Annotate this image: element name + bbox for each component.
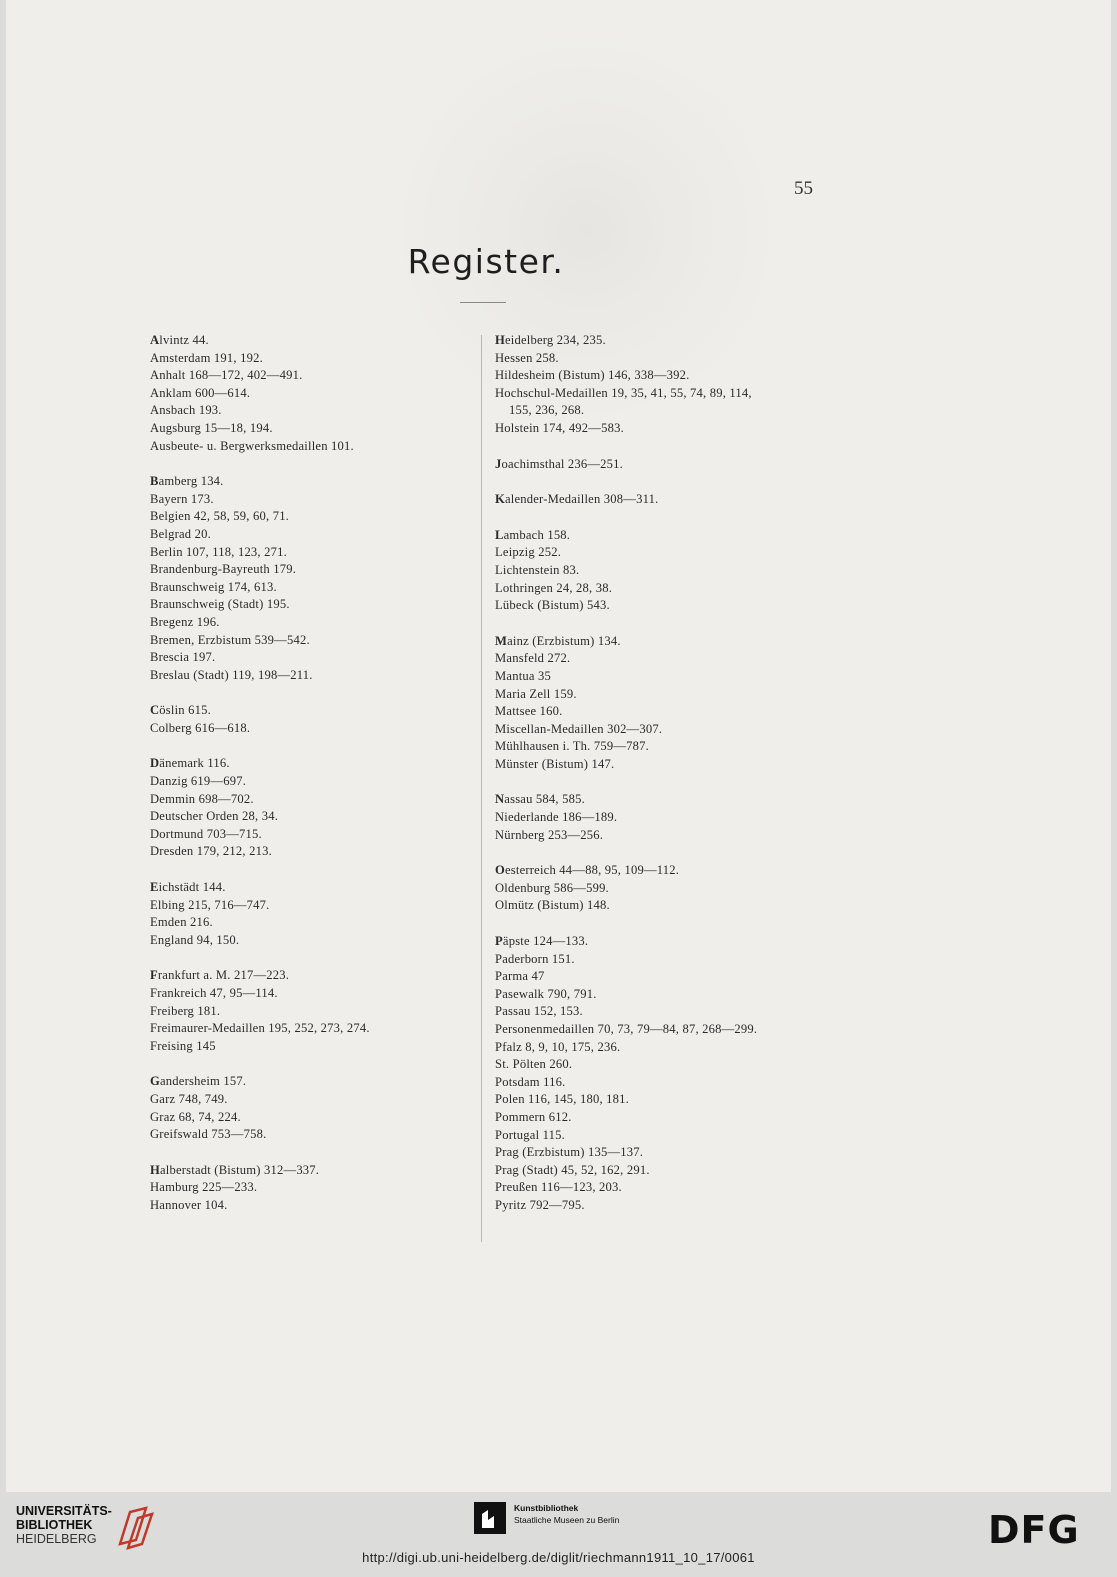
index-group: [150, 702, 470, 737]
index-entry: Lambach 158.: [495, 527, 571, 542]
index-entry: Päpste 124—133.: [495, 934, 589, 949]
index-entry: Mantua 35: [495, 668, 552, 683]
index-entry: Amsterdam 191, 192.: [150, 350, 263, 365]
index-group: [495, 332, 825, 438]
index-entry: Lübeck (Bistum) 543.: [495, 598, 610, 613]
index-entry: Prag (Erzbistum) 135—137.: [495, 1145, 644, 1160]
index-entry: Heidelberg 234, 235.: [495, 333, 606, 347]
index-entry: Münster (Bistum) 147.: [495, 756, 615, 771]
ub-heidelberg-logo[interactable]: [16, 1504, 112, 1546]
index-entry: Freising 145: [150, 1038, 216, 1053]
index-entry: Lothringen 24, 28, 38.: [495, 580, 613, 595]
index-entry: Freimaurer-Medaillen 195, 252, 273, 274.: [150, 1021, 370, 1036]
viewer-footer: [0, 1492, 1117, 1577]
scanned-page: [6, 0, 1111, 1492]
index-column-left: [150, 332, 470, 1233]
index-entry: Greifswald 753—758.: [150, 1127, 267, 1142]
index-entry: Berlin 107, 118, 123, 271.: [150, 544, 287, 559]
dfg-logo-text: DFG: [988, 1510, 1080, 1548]
index-entry: Bamberg 134.: [150, 474, 224, 489]
index-entry: Nassau 584, 585.: [495, 792, 585, 807]
index-entry: Emden 216.: [150, 915, 213, 930]
index-group: [150, 473, 470, 684]
index-entry: Augsburg 15—18, 194.: [150, 420, 273, 435]
index-entry: Bayern 173.: [150, 491, 214, 506]
index-column-right: [495, 332, 825, 1233]
index-entry: Hamburg 225—233.: [150, 1180, 258, 1195]
index-group: [495, 933, 825, 1215]
index-entry: Elbing 215, 716—747.: [150, 897, 270, 912]
ub-logo-line3: HEIDELBERG: [16, 1532, 97, 1546]
index-entry: Anhalt 168—172, 402—491.: [150, 368, 303, 383]
index-entry: Frankreich 47, 95—114.: [150, 986, 278, 1000]
index-entry: Mansfeld 272.: [495, 651, 571, 666]
index-entry: Alvintz 44.: [150, 333, 209, 347]
index-entry: Danzig 619—697.: [150, 774, 247, 789]
index-entry: Parma 47: [495, 969, 545, 984]
index-group: [495, 491, 825, 509]
index-group: [150, 879, 470, 949]
index-entry: Paderborn 151.: [495, 951, 575, 966]
index-entry: Hochschul-Medaillen 19, 35, 41, 55, 74, 89, 114,: [495, 385, 752, 400]
index-entry: Anklam 600—614.: [150, 385, 251, 400]
index-entry: Freiberg 181.: [150, 1003, 221, 1018]
index-entry: Ansbach 193.: [150, 403, 222, 418]
column-divider: [481, 335, 482, 1242]
index-entry: Mainz (Erzbistum) 134.: [495, 633, 621, 648]
index-group: [495, 633, 825, 774]
index-entry: Dänemark 116.: [150, 756, 230, 771]
page-title: Register.: [407, 242, 565, 281]
title-rule: [460, 302, 506, 303]
index-entry: Brescia 197.: [150, 650, 216, 665]
page-number: 55: [794, 178, 813, 199]
ub-logo-line2: BIBLIOTHEK: [16, 1518, 93, 1532]
index-entry: Pommern 612.: [495, 1109, 572, 1124]
index-entry: Cöslin 615.: [150, 703, 211, 718]
index-entry: Hildesheim (Bistum) 146, 338—392.: [495, 368, 690, 383]
index-entry: Potsdam 116.: [495, 1074, 566, 1089]
index-entry: Dortmund 703—715.: [150, 826, 262, 841]
index-entry: Miscellan-Medaillen 302—307.: [495, 721, 663, 736]
index-entry: Kalender-Medaillen 308—311.: [495, 492, 659, 507]
ub-logo-line1: UNIVERSITÄTS-: [16, 1504, 112, 1518]
kunstbibliothek-logo[interactable]: [474, 1502, 620, 1539]
index-entry: Portugal 115.: [495, 1127, 566, 1142]
index-entry: Garz 748, 749.: [150, 1091, 228, 1106]
index-entry: Leipzig 252.: [495, 545, 562, 560]
index-entry: Ausbeute- u. Bergwerksmedaillen 101.: [150, 438, 354, 453]
index-entry: Mattsee 160.: [495, 704, 563, 719]
kunstbibliothek-subtitle: Staatliche Museen zu Berlin: [514, 1515, 620, 1525]
index-entry: Pfalz 8, 9, 10, 175, 236.: [495, 1039, 621, 1054]
index-group: [150, 1073, 470, 1143]
index-group: [495, 862, 825, 915]
index-group: [150, 332, 470, 455]
index-entry: Lichtenstein 83.: [495, 562, 580, 577]
index-entry: Frankfurt a. M. 217—223.: [150, 968, 290, 983]
dfg-logo-mark: [988, 1510, 1096, 1548]
index-entry: Niederlande 186—189.: [495, 810, 618, 825]
index-entry: Mühlhausen i. Th. 759—787.: [495, 739, 649, 754]
index-entry: 155, 236, 268.: [509, 403, 585, 418]
index-entry: Personenmedaillen 70, 73, 79—84, 87, 268—299.: [495, 1022, 758, 1036]
index-entry: Brandenburg-Bayreuth 179.: [150, 562, 297, 577]
index-entry: Olmütz (Bistum) 148.: [495, 898, 610, 913]
index-entry: Braunschweig (Stadt) 195.: [150, 597, 290, 612]
index-entry: Pyritz 792—795.: [495, 1197, 585, 1212]
index-entry: Bregenz 196.: [150, 614, 220, 629]
dfg-logo[interactable]: [988, 1510, 1096, 1553]
index-entry: Dresden 179, 212, 213.: [150, 844, 272, 859]
index-entry: Hannover 104.: [150, 1197, 228, 1212]
index-entry: Deutscher Orden 28, 34.: [150, 809, 279, 824]
kunstbibliothek-name: Kunstbibliothek: [514, 1503, 579, 1513]
index-entry: Demmin 698—702.: [150, 791, 254, 806]
index-entry: Braunschweig 174, 613.: [150, 579, 277, 594]
index-entry: Bremen, Erzbistum 539—542.: [150, 632, 310, 647]
index-entry: Colberg 616—618.: [150, 720, 251, 735]
index-group: [150, 967, 470, 1055]
index-entry: Graz 68, 74, 224.: [150, 1109, 241, 1124]
index-group: [150, 755, 470, 861]
index-entry: Belgien 42, 58, 59, 60, 71.: [150, 509, 290, 524]
index-group: [150, 1162, 470, 1215]
index-entry: Maria Zell 159.: [495, 686, 577, 701]
index-entry: Oesterreich 44—88, 95, 109—112.: [495, 863, 680, 878]
index-entry: St. Pölten 260.: [495, 1057, 573, 1072]
index-entry: Passau 152, 153.: [495, 1004, 583, 1019]
ub-emblem-icon: [116, 1504, 156, 1552]
index-entry: Belgrad 20.: [150, 526, 211, 541]
index-group: [495, 791, 825, 844]
permalink-url[interactable]: http://digi.ub.uni-heidelberg.de/diglit/riechmann1911_10_17/0061: [362, 1550, 755, 1565]
index-group: [495, 456, 825, 474]
index-entry: Pasewalk 790, 791.: [495, 986, 597, 1001]
index-entry: Oldenburg 586—599.: [495, 880, 609, 895]
index-entry: Preußen 116—123, 203.: [495, 1180, 622, 1195]
index-entry: Joachimsthal 236—251.: [495, 456, 624, 471]
kunstbibliothek-icon: [474, 1502, 506, 1534]
index-entry: Halberstadt (Bistum) 312—337.: [150, 1162, 320, 1177]
index-entry: Gandersheim 157.: [150, 1074, 247, 1089]
index-entry: Polen 116, 145, 180, 181.: [495, 1092, 629, 1107]
index-entry: Nürnberg 253—256.: [495, 827, 604, 842]
index-group: [495, 527, 825, 615]
index-entry: Holstein 174, 492—583.: [495, 420, 624, 435]
index-entry: Hessen 258.: [495, 350, 559, 365]
index-entry: Prag (Stadt) 45, 52, 162, 291.: [495, 1162, 650, 1177]
index-entry: Breslau (Stadt) 119, 198—211.: [150, 667, 313, 682]
index-entry: Eichstädt 144.: [150, 880, 226, 895]
index-entry: England 94, 150.: [150, 932, 240, 947]
